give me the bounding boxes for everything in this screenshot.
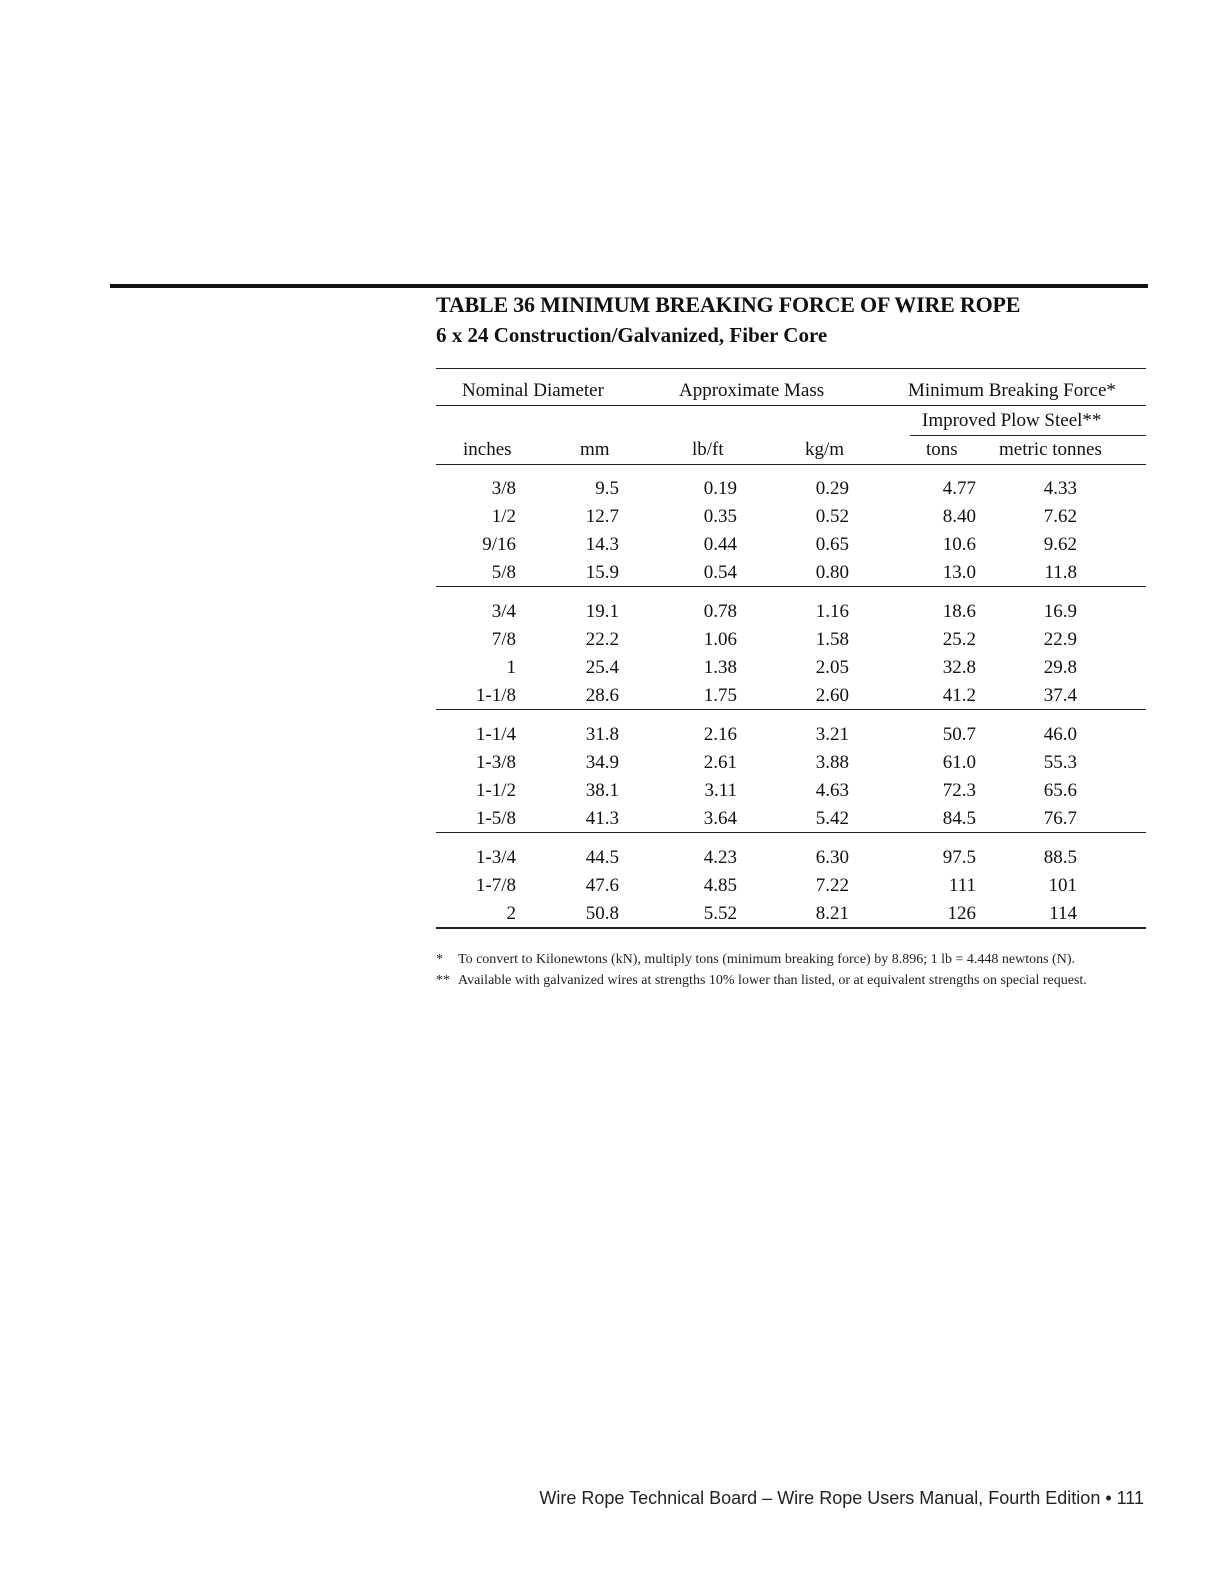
table-bottom-rule [436, 927, 1146, 929]
table-cell-metric-tonnes: 37.4 [1043, 685, 1077, 706]
table-cell-lb-ft: 1.38 [703, 657, 737, 678]
table-cell-inches: 1-3/4 [475, 847, 516, 868]
table-cell-kg-m: 0.29 [815, 478, 849, 499]
footnote-2-text: Available with galvanized wires at strengths 10% lower than listed, or at equivalent strengths on special request. [458, 973, 1087, 988]
header-improved-plow-steel: Improved Plow Steel** [922, 410, 1102, 431]
table-cell-inches: 3/8 [491, 478, 516, 499]
table-cell-kg-m: 8.21 [815, 903, 849, 924]
unit-header-lb-ft: lb/ft [692, 439, 724, 460]
table-cell-metric-tonnes: 46.0 [1043, 724, 1077, 745]
table-cell-tons: 126 [947, 903, 976, 924]
table-cell-kg-m: 1.58 [815, 629, 849, 650]
table-cell-inches: 2 [506, 903, 516, 924]
table-cell-lb-ft: 0.44 [703, 534, 737, 555]
table-cell-kg-m: 0.65 [815, 534, 849, 555]
header-rule-1 [436, 405, 1146, 406]
table-cell-mm: 38.1 [585, 780, 619, 801]
footnotes [436, 950, 1136, 992]
table-subtitle: 6 x 24 Construction/Galvanized, Fiber Core [436, 323, 828, 347]
table-cell-metric-tonnes: 9.62 [1043, 534, 1077, 555]
table-top-rule [436, 368, 1146, 369]
table-cell-kg-m: 3.21 [815, 724, 849, 745]
table-cell-inches: 1-3/8 [475, 752, 516, 773]
table-cell-mm: 9.5 [595, 478, 619, 499]
header-nominal-diameter: Nominal Diameter [462, 380, 604, 401]
unit-header-inches: inches [463, 439, 512, 460]
table-cell-metric-tonnes: 4.33 [1043, 478, 1077, 499]
table-cell-metric-tonnes: 22.9 [1043, 629, 1077, 650]
table-cell-lb-ft: 0.54 [703, 562, 737, 583]
table-cell-inches: 1-5/8 [475, 808, 516, 829]
table-cell-kg-m: 1.16 [815, 601, 849, 622]
table-cell-mm: 31.8 [585, 724, 619, 745]
footnote-2 [436, 971, 1136, 990]
table-cell-kg-m: 6.30 [815, 847, 849, 868]
table-cell-inches: 1 [506, 657, 516, 678]
group-separator-rule [436, 832, 1146, 833]
table-cell-tons: 25.2 [942, 629, 976, 650]
table-cell-inches: 5/8 [491, 562, 516, 583]
table-cell-lb-ft: 5.52 [703, 903, 737, 924]
table-cell-kg-m: 3.88 [815, 752, 849, 773]
table-cell-metric-tonnes: 88.5 [1043, 847, 1077, 868]
unit-header-tons: tons [926, 439, 958, 460]
table-cell-tons: 97.5 [942, 847, 976, 868]
table-cell-inches: 7/8 [491, 629, 516, 650]
table-cell-lb-ft: 4.85 [703, 875, 737, 896]
table-cell-lb-ft: 0.35 [703, 506, 737, 527]
footnote-1-mark: * [436, 952, 443, 967]
table-cell-inches: 1-1/2 [475, 780, 516, 801]
table-cell-tons: 10.6 [942, 534, 976, 555]
top-rule [110, 284, 1148, 288]
table-cell-inches: 9/16 [482, 534, 516, 555]
table-cell-metric-tonnes: 65.6 [1043, 780, 1077, 801]
unit-header-mm: mm [580, 439, 610, 460]
table-cell-mm: 15.9 [585, 562, 619, 583]
table-cell-mm: 47.6 [585, 875, 619, 896]
table-cell-lb-ft: 1.75 [703, 685, 737, 706]
group-separator-rule [436, 709, 1146, 710]
table-cell-tons: 41.2 [942, 685, 976, 706]
header-minimum-breaking-force: Minimum Breaking Force* [908, 380, 1116, 401]
table-cell-kg-m: 2.60 [815, 685, 849, 706]
table-cell-tons: 32.8 [942, 657, 976, 678]
table-cell-kg-m: 7.22 [815, 875, 849, 896]
table-cell-metric-tonnes: 11.8 [1044, 562, 1077, 583]
table-cell-kg-m: 0.80 [815, 562, 849, 583]
table-cell-mm: 28.6 [585, 685, 619, 706]
table-cell-tons: 13.0 [942, 562, 976, 583]
table-cell-metric-tonnes: 101 [1048, 875, 1077, 896]
table-cell-tons: 84.5 [942, 808, 976, 829]
table-cell-metric-tonnes: 7.62 [1043, 506, 1077, 527]
footnote-2-mark: ** [436, 973, 450, 988]
table-cell-kg-m: 0.52 [815, 506, 849, 527]
table-cell-mm: 50.8 [585, 903, 619, 924]
table-cell-mm: 41.3 [585, 808, 619, 829]
table-cell-mm: 12.7 [585, 506, 619, 527]
table-cell-tons: 72.3 [942, 780, 976, 801]
table-title: TABLE 36 MINIMUM BREAKING FORCE OF WIRE ROPE [436, 292, 1021, 317]
header-rule-plow-steel [910, 435, 1146, 436]
table-cell-tons: 50.7 [942, 724, 976, 745]
table-cell-mm: 34.9 [585, 752, 619, 773]
table-cell-lb-ft: 0.78 [703, 601, 737, 622]
table-cell-kg-m: 2.05 [815, 657, 849, 678]
table-cell-metric-tonnes: 114 [1049, 903, 1077, 924]
table-cell-tons: 4.77 [942, 478, 976, 499]
table-cell-lb-ft: 3.11 [704, 780, 737, 801]
footnote-1-text: To convert to Kilonewtons (kN), multiply tons (minimum breaking force) by 8.896; 1 lb = 4.448 newtons (N). [458, 952, 1075, 967]
table-cell-inches: 1/2 [491, 506, 516, 527]
table-cell-tons: 111 [948, 875, 976, 896]
table-cell-metric-tonnes: 29.8 [1043, 657, 1077, 678]
header-rule-2 [436, 464, 1146, 465]
table-cell-mm: 44.5 [585, 847, 619, 868]
table-cell-lb-ft: 2.16 [703, 724, 737, 745]
table-cell-tons: 61.0 [942, 752, 976, 773]
table-cell-kg-m: 5.42 [815, 808, 849, 829]
table-cell-metric-tonnes: 76.7 [1043, 808, 1077, 829]
table-cell-mm: 25.4 [585, 657, 619, 678]
table-cell-lb-ft: 1.06 [703, 629, 737, 650]
table-cell-metric-tonnes: 55.3 [1043, 752, 1077, 773]
header-approximate-mass: Approximate Mass [679, 380, 825, 401]
group-separator-rule [436, 586, 1146, 587]
table-cell-metric-tonnes: 16.9 [1043, 601, 1077, 622]
table-cell-kg-m: 4.63 [815, 780, 849, 801]
footnote-1 [436, 950, 1136, 969]
table-cell-lb-ft: 0.19 [703, 478, 737, 499]
table-cell-mm: 19.1 [585, 601, 619, 622]
table-cell-lb-ft: 3.64 [703, 808, 737, 829]
table-cell-tons: 18.6 [942, 601, 976, 622]
table-cell-inches: 1-1/4 [475, 724, 516, 745]
table-cell-inches: 1-1/8 [475, 685, 516, 706]
table-cell-mm: 14.3 [585, 534, 619, 555]
table-cell-mm: 22.2 [585, 629, 619, 650]
table-cell-inches: 3/4 [491, 601, 516, 622]
table-cell-tons: 8.40 [942, 506, 976, 527]
table-title-block [436, 290, 1020, 350]
unit-header-metric-tonnes: metric tonnes [999, 439, 1102, 460]
page-footer: Wire Rope Technical Board – Wire Rope Users Manual, Fourth Edition • 111 [539, 1488, 1144, 1508]
unit-header-kg-m: kg/m [805, 439, 845, 460]
table-cell-lb-ft: 4.23 [703, 847, 737, 868]
table-cell-lb-ft: 2.61 [703, 752, 737, 773]
table-cell-inches: 1-7/8 [475, 875, 516, 896]
